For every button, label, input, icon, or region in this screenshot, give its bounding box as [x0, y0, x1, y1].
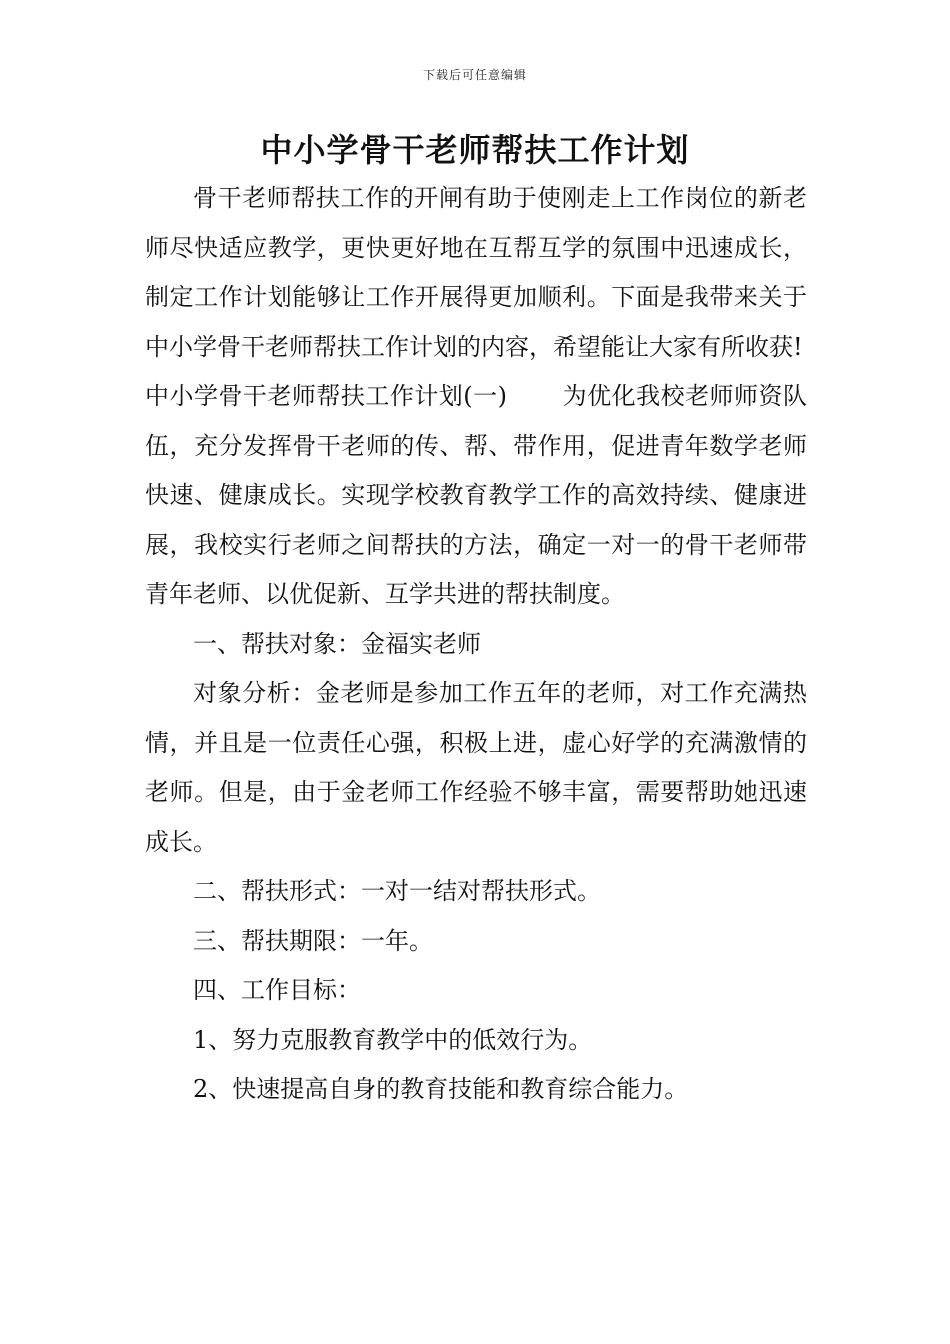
item-help-target: 一、帮扶对象：金福实老师 — [193, 629, 481, 658]
goal-item-2: 2、快速提高自身的教育技能和教育综合能力。 — [193, 1075, 689, 1103]
page-header-note: 下载后可任意编辑 — [422, 68, 527, 82]
item-target-analysis: 对象分析：金老师是参加工作五年的老师，对工作充满热情，并且是一位责任心强，积极上进，虚心好学的充满激情的老师。但是，由于金老师工作经验不够丰富，需要帮助她迅速成长。 — [145, 679, 807, 856]
section-heading: 中小学骨干老师帮扶工作计划(一) — [145, 382, 507, 410]
section-body: 为优化我校老师师资队伍，充分发挥骨干老师的传、帮、带作用，促进青年数学老师快速、健康成长。实现学校教育教学工作的高效持续、健康进展，我校实行老师之间帮扶的方法，确定一对一的骨干老师带青年老师、以优促新、互学共进的帮扶制度。 — [145, 382, 808, 608]
section-paragraph — [145, 372, 807, 620]
item-help-period: 三、帮扶期限：一年。 — [193, 926, 433, 955]
item-help-form: 二、帮扶形式：一对一结对帮扶形式。 — [193, 877, 601, 905]
goal-item-1: 1、努力克服教育教学中的低效行为。 — [193, 1025, 593, 1054]
document-title: 中小学骨干老师帮扶工作计划 — [260, 131, 690, 169]
intro-paragraph: 骨干老师帮扶工作的开闸有助于使刚走上工作岗位的新老师尽快适应教学，更快更好地在互帮互学的氛围中迅速成长，制定工作计划能够让工作开展得更加顺利。下面是我带来关于中小学骨干老师帮扶工作计划的内容，希望能让大家有所收获! — [145, 184, 807, 361]
document-body — [145, 174, 807, 1115]
item-work-goals: 四、工作目标： — [193, 976, 361, 1004]
